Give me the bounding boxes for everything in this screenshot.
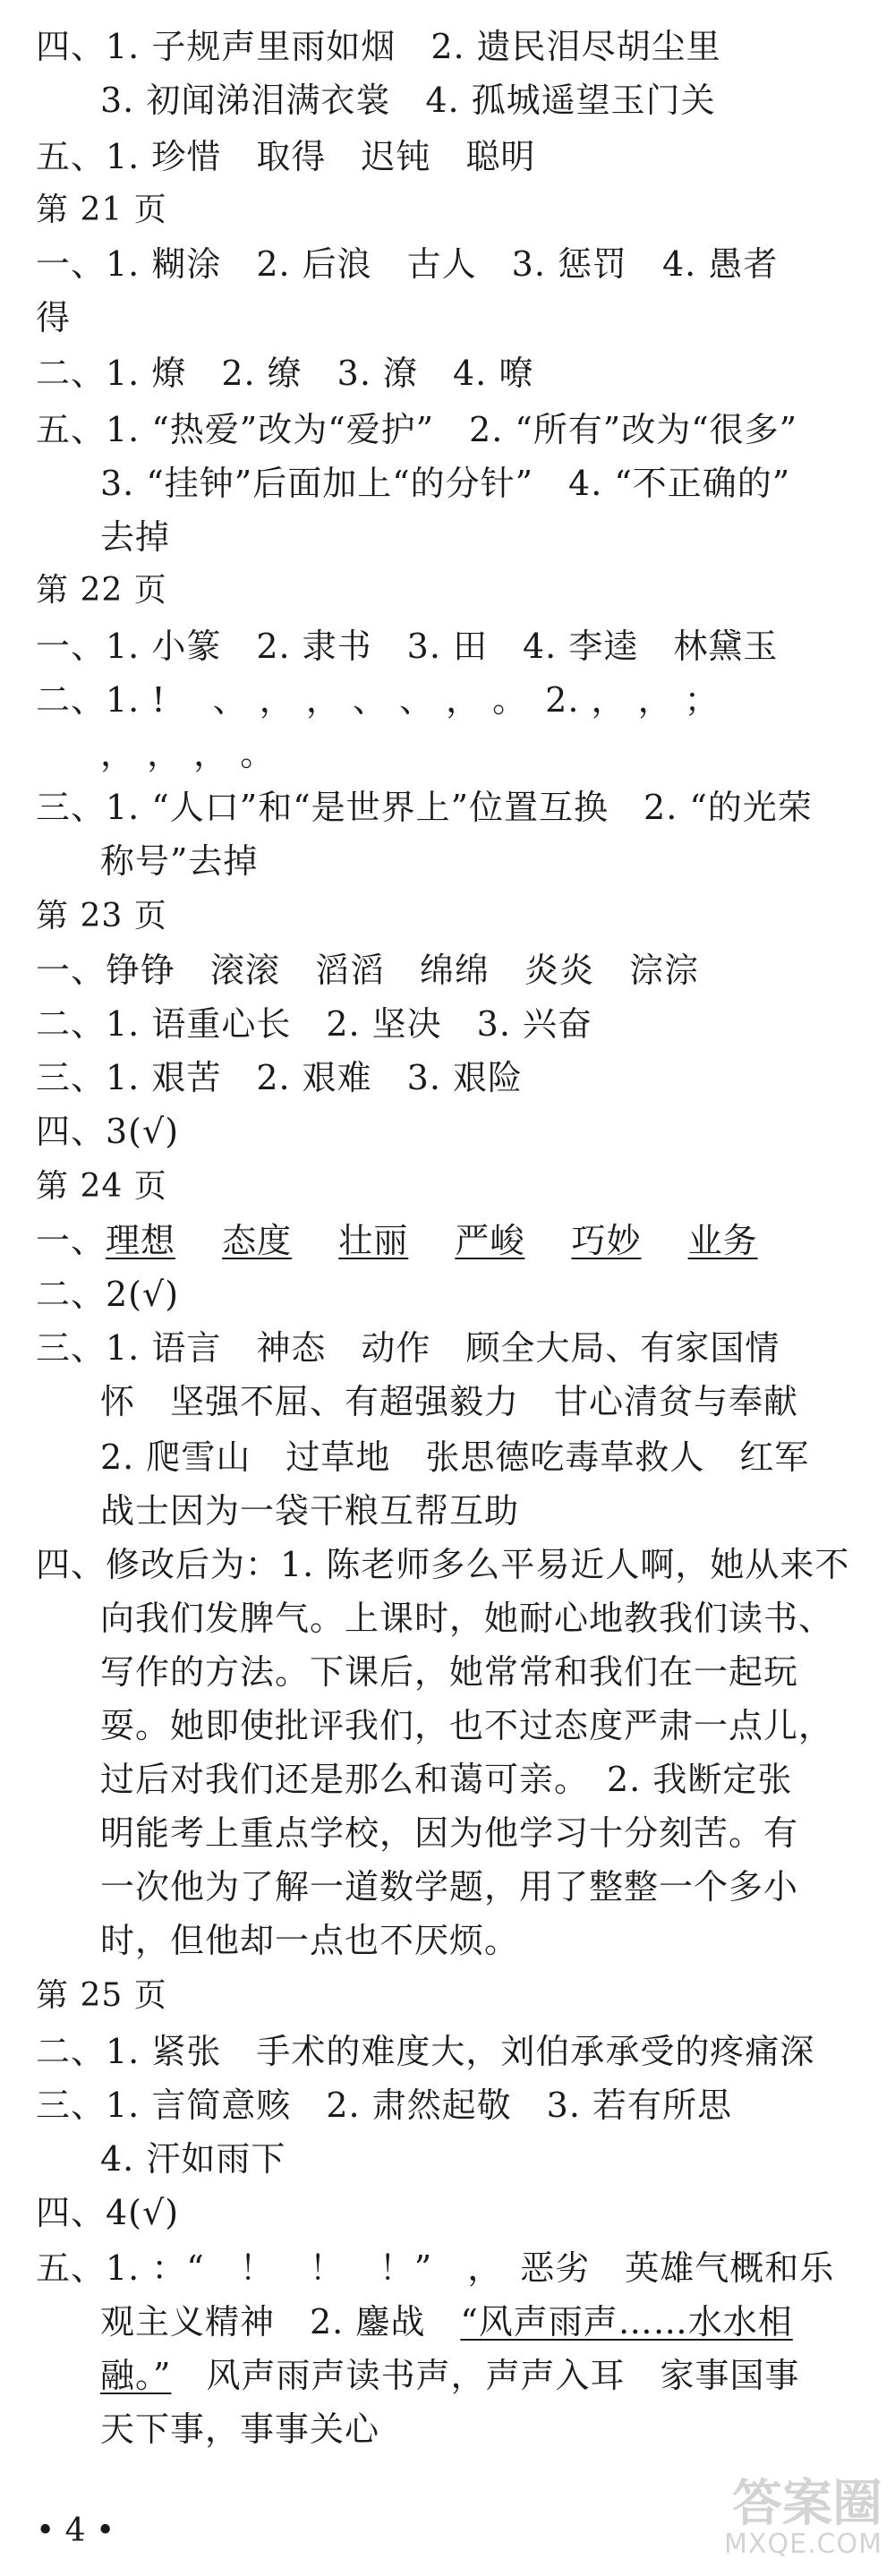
answer-line: 二、1. 紧张 手术的难度大，刘伯承承受的疼痛深 (36, 2032, 815, 2071)
answer-line: 3. 初闻涕泪满衣裳 4. 孤城遥望玉门关 (100, 81, 716, 120)
answer-line-underlined (100, 2349, 859, 2402)
answer-text: 风声雨声读书声，声声入耳 家事国事 (206, 2356, 800, 2395)
answer-line: 明能考上重点学校，因为他学习十分刻苦。有 (100, 1813, 799, 1853)
underlined-word: 理想 (106, 1221, 176, 1260)
answer-line: 三、1. 语言 神态 动作 顾全大局、有家国情 (36, 1328, 780, 1368)
watermark-url: MXQE.COM (724, 2529, 882, 2560)
page-number: • 4 • (36, 2512, 115, 2549)
answer-line-underlined (36, 1214, 859, 1267)
page-heading: 第 24 页 (36, 1168, 167, 1205)
answer-line: 4. 汗如雨下 (100, 2139, 286, 2179)
watermark-logo-text: 答案圈 (732, 2475, 882, 2533)
answer-line: 三、1. “人口”和“是世界上”位置互换 2. “的光荣 (36, 788, 813, 827)
underlined-word: 巧妙 (571, 1221, 642, 1260)
page-heading: 第 25 页 (36, 1977, 167, 2014)
page-heading: 第 21 页 (36, 192, 167, 228)
answer-prefix: 一、 (36, 1221, 107, 1260)
answer-line: 三、1. 艰苦 2. 艰难 3. 艰险 (36, 1058, 524, 1097)
answer-line: 一、1. 小篆 2. 隶书 3. 田 4. 李逵 林黛玉 (36, 627, 779, 666)
answer-line: 向我们发脾气。上课时，她耐心地教我们读书、 (100, 1599, 834, 1638)
page-heading: 第 22 页 (36, 572, 167, 609)
answer-line: 得 (36, 298, 72, 337)
answer-line: 称号”去掉 (100, 841, 259, 881)
watermark-logo (703, 2475, 882, 2569)
answer-line: 四、4(√) (36, 2193, 180, 2232)
answer-line: 五、1. 珍惜 取得 迟钝 聪明 (36, 137, 536, 176)
underlined-word: 态度 (222, 1221, 293, 1260)
answer-line: 3. “挂钟”后面加上“的分针” 4. “不正确的” (100, 464, 791, 503)
answer-line: ， ， ， 。 (100, 734, 276, 773)
answer-line: 二、1. 燎 2. 缭 3. 潦 4. 嘹 (36, 354, 534, 393)
page-heading: 第 23 页 (36, 898, 167, 934)
answer-line-underlined (100, 2295, 859, 2349)
answer-line: 战士因为一袋干粮互帮互助 (100, 1491, 520, 1531)
underlined-quote: “风声雨声……水水相 (460, 2302, 793, 2341)
answer-line: 二、1. 语重心长 2. 坚决 3. 兴奋 (36, 1004, 593, 1044)
answer-line: 一、1. 糊涂 2. 后浪 古人 3. 惩罚 4. 愚者 (36, 244, 779, 284)
answer-line: 时，但他却一点也不厌烦。 (100, 1921, 520, 1960)
answer-line: 二、1. ! 、 ， ， 、 、 ， 。 2. ， ， ； (36, 680, 720, 720)
underlined-quote: 融。” (100, 2356, 172, 2395)
answer-line: 写作的方法。下课后，她常常和我们在一起玩 (100, 1652, 799, 1692)
answer-line: 五、1. “热爱”改为“爱护” 2. “所有”改为“很多” (36, 410, 798, 449)
answer-text: 观主义精神 2. 鏖战 (100, 2302, 426, 2341)
answer-line: 二、2(√) (36, 1275, 180, 1314)
answer-line: 三、1. 言简意赅 2. 肃然起敬 3. 若有所思 (36, 2086, 733, 2125)
answer-line: 2. 爬雪山 过草地 张思德吃毒草救人 红军 (100, 1437, 810, 1477)
underlined-word: 严峻 (455, 1221, 525, 1260)
answer-line: 一次他为了解一道数学题，用了整整一个多小 (100, 1867, 799, 1906)
answer-line: 耍。她即使批评我们，也不过态度严肃一点儿， (100, 1706, 834, 1745)
underlined-word: 业务 (687, 1221, 758, 1260)
answer-line: 四、1. 子规声里雨如烟 2. 遗民泪尽胡尘里 (36, 27, 721, 66)
answer-line: 一、铮铮 滚滚 滔滔 绵绵 炎炎 淙淙 (36, 951, 700, 990)
answer-line: 四、修改后为：1. 陈老师多么平易近人啊，她从来不 (36, 1545, 850, 1584)
answer-line: 天下事，事事关心 (100, 2410, 380, 2449)
answer-line: 怀 坚强不屈、有超强毅力 甘心清贫与奉献 (100, 1382, 799, 1421)
answer-line: 五、1. ：“ ！ ！ ！” ， 恶劣 英雄气概和乐 (36, 2248, 835, 2288)
underlined-word: 壮丽 (338, 1221, 409, 1260)
answer-line: 过后对我们还是那么和蔼可亲。 2. 我断定张 (100, 1760, 793, 1799)
answer-line: 去掉 (100, 517, 171, 557)
answer-line: 四、3(√) (36, 1112, 180, 1151)
